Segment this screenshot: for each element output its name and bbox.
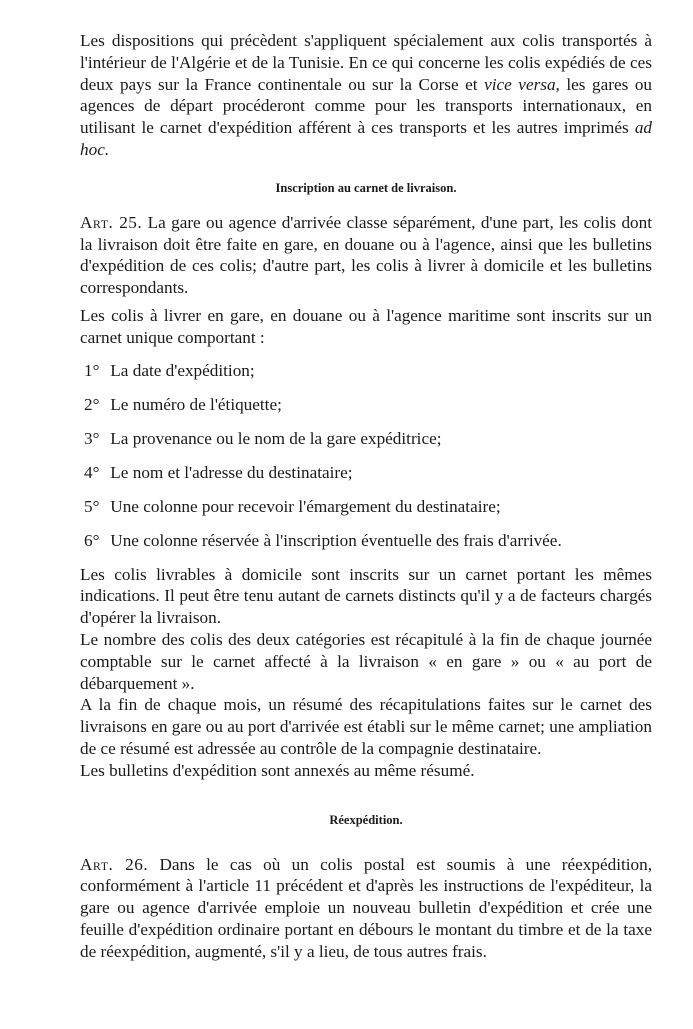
list-text: Le numéro de l'étiquette; — [110, 394, 282, 414]
paragraph-text: Les dispositions qui précèdent s'appliquent spécialement aux colis transportés à l'intérieur de l'Algérie et de la Tunisie. En ce qui concerne les colis expédiés de ces deux pays sur la France continentale ou sur la Corse et — [80, 31, 652, 94]
list-item — [84, 395, 652, 414]
paragraph-text: les gares ou agences de départ procéderont comme pour les transports internationaux, en utilisant le carnet d'expédition afférent à ces transports et les autres imprimés — [80, 74, 653, 138]
list-number: 3° — [84, 428, 100, 448]
paragraph-livrables: Les colis livrables à domicile sont inscrits sur un carnet portant les mêmes indications. Il peut être tenu autant de carnets distincts qu'il y a de facteurs chargés d'opérer la livraison. — [80, 564, 652, 628]
italic-vice-versa: vice versa, — [484, 74, 560, 94]
list-text: Le nom et l'adresse du destinataire; — [110, 462, 353, 482]
list-text: La date d'expédition; — [110, 360, 255, 380]
article-25 — [80, 212, 652, 299]
article-text: La gare ou agence d'arrivée classe séparément, d'une part, les colis dont la livraison doit être faite en gare, en douane ou à l'agence, ainsi que les bulletins d'expédition de ces colis; d'autre part, les colis à livrer à domicile et les bulletins correspondants. — [80, 212, 653, 298]
list-item — [84, 531, 652, 550]
article-26 — [80, 854, 652, 963]
article-label: Art. 26. — [80, 854, 149, 874]
article-label: Art. 25. — [80, 212, 143, 232]
list-text: La provenance ou le nom de la gare expéditrice; — [110, 428, 442, 448]
list-item — [84, 361, 652, 380]
paragraph-inscrits: Les colis à livrer en gare, en douane ou à l'agence maritime sont inscrits sur un carnet unique comportant : — [80, 305, 652, 347]
list-text: Une colonne réservée à l'inscription éventuelle des frais d'arrivée. — [110, 530, 562, 550]
numbered-list — [80, 361, 652, 550]
section-heading-reexpedition: Réexpédition. — [329, 812, 403, 827]
list-number: 6° — [84, 530, 100, 550]
list-number: 2° — [84, 394, 100, 414]
section-heading-inscription: Inscription au carnet de livraison. — [275, 180, 457, 195]
paragraph-bulletins: Les bulletins d'expédition sont annexés au même résumé. — [80, 760, 475, 780]
list-item — [84, 463, 652, 482]
article-text: Dans le cas où un colis postal est soumis à une réexpédition, conformément à l'article 11 précédent et d'après les instructions de l'expéditeur, la gare ou agence d'arrivée emploie un nouveau bulletin d'expédition et crée une feuille d'expédition ordinaire portant en débours le montant du timbre et de la taxe de réexpédition, augmenté, s'il y a lieu, de tous autres frais. — [80, 854, 653, 961]
paragraph-fin-mois: A la fin de chaque mois, un résumé des récapitulations faites sur le carnet des livraisons en gare ou au port d'arrivée est établi sur le même carnet; une ampliation de ce résumé est adressée au contrôle de la compagnie destinataire. — [80, 695, 652, 758]
paragraph-nombre: Le nombre des colis des deux catégories est récapitulé à la fin de chaque journée comptable sur le carnet affecté à la livraison « en gare » ou « au port de débarquement ». — [80, 629, 652, 693]
list-number: 1° — [84, 360, 100, 380]
list-number: 4° — [84, 462, 100, 482]
italic-ad-hoc: ad hoc. — [80, 118, 652, 159]
document-page — [80, 30, 652, 963]
list-item — [84, 497, 652, 516]
list-item — [84, 429, 652, 448]
paragraph-dispositions — [80, 30, 652, 161]
list-text: Une colonne pour recevoir l'émargement du destinataire; — [110, 496, 501, 516]
list-number: 5° — [84, 496, 100, 516]
